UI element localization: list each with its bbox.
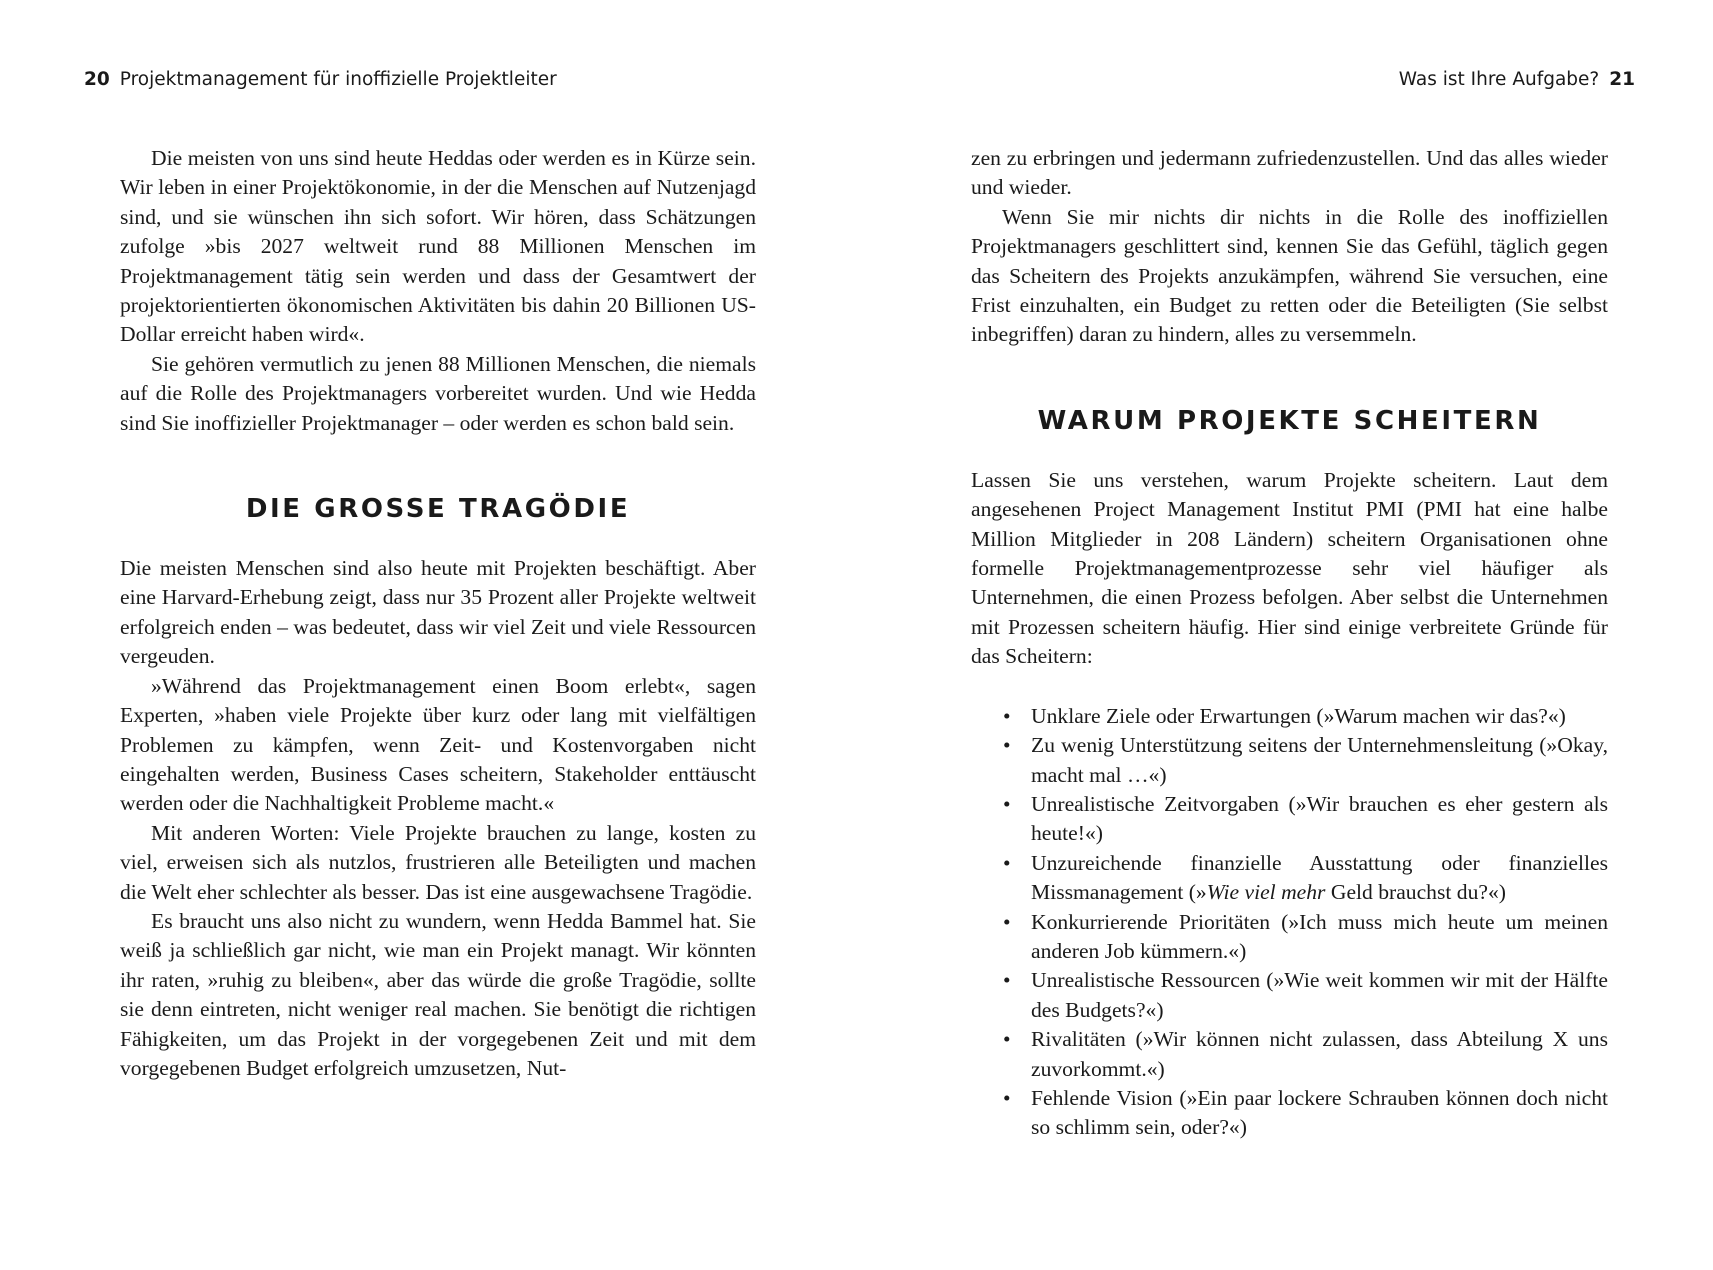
right-page-body <box>971 144 1608 1143</box>
paragraph: Lassen Sie uns verstehen, warum Projekte scheitern. Laut dem angesehenen Project Management Institut PMI (PMI hat eine halbe Million Mitglieder in 208 Ländern) scheitern Organisationen ohne formelle Projektmanagementprozesse sehr viel häufiger als Unternehmen, die einen Prozess befolgen. Aber selbst die Unternehmen mit Prozessen scheitern häufig. Hier sind einige verbreitete Gründe für das Scheitern: <box>971 467 1608 669</box>
bullet-icon: • <box>1003 1027 1011 1052</box>
list-item <box>971 849 1608 908</box>
paragraph: Mit anderen Worten: Viele Projekte brauchen zu lange, kosten zu viel, erweisen sich als nutzlos, frustrieren alle Beteiligten und machen die Welt eher schlechter als besser. Das ist eine ausgewachsene Tragödie. <box>120 820 756 904</box>
paragraph: Die meisten Menschen sind also heute mit Projekten beschäftigt. Aber eine Harvard-Erhebung zeigt, dass nur 35 Prozent aller Projekte weltweit erfolgreich enden – was bedeutet, dass wir viel Zeit und viele Ressourcen vergeuden. <box>120 556 756 669</box>
running-head-left <box>84 68 557 92</box>
bullet-icon: • <box>1003 703 1011 728</box>
list-item <box>971 702 1608 731</box>
bullet-icon: • <box>1003 968 1011 993</box>
book-title: Projektmanagement für inoffizielle Projektleiter <box>119 69 557 90</box>
list-item-text: Geld brauchst du?«) <box>1325 880 1506 905</box>
list-item-text: Unklare Ziele oder Erwartungen (»Warum machen wir das?«) <box>1031 703 1566 728</box>
paragraph: Es braucht uns also nicht zu wundern, wenn Hedda Bammel hat. Sie weiß ja schließlich gar nicht, wie man ein Projekt managt. Wir könnten ihr raten, »ruhig zu bleiben«, aber das würde die große Tragödie, sollte sie denn eintreten, nicht weniger real machen. Sie benötigt die richtigen Fähigkeiten, um das Projekt in der vorgegebenen Zeit und mit dem vorgegebenen Budget erfolgreich umzusetzen, Nut- <box>120 908 756 1080</box>
list-item <box>971 966 1608 1025</box>
bullet-icon: • <box>1003 733 1011 758</box>
section-heading-scheitern: WARUM PROJEKTE SCHEITERN <box>1037 405 1542 436</box>
bullet-icon: • <box>1003 909 1011 934</box>
bullet-icon: • <box>1003 850 1011 875</box>
paragraph: Sie gehören vermutlich zu jenen 88 Millionen Menschen, die niemals auf die Rolle des Projektmanagers vorbereitet wurden. Und wie Hedda sind Sie inoffizieller Projektmanager – oder werden es schon bald sein. <box>120 351 756 435</box>
emphasis-text: Wie viel mehr <box>1206 880 1326 905</box>
bullet-icon: • <box>1003 1085 1011 1110</box>
list-item-text: Unrealistische Ressourcen (»Wie weit kommen wir mit der Hälfte des Budgets?«) <box>1031 968 1608 1022</box>
paragraph: Wenn Sie mir nichts dir nichts in die Rolle des inoffiziellen Projektmanagers geschlittert sind, kennen Sie das Gefühl, täglich gegen das Scheitern des Projekts anzukämpfen, während Sie versuchen, eine Frist einzuhalten, ein Budget zu retten oder die Beteiligten (Sie selbst inbegriffen) daran zu hindern, alles zu versemmeln. <box>971 204 1608 347</box>
list-item <box>971 790 1608 849</box>
page-number-left: 20 <box>84 69 110 90</box>
list-item-text: Unrealistische Zeitvorgaben (»Wir brauchen es eher gestern als heute!«) <box>1031 791 1608 846</box>
paragraph: Die meisten von uns sind heute Heddas oder werden es in Kürze sein. Wir leben in einer Projektökonomie, in der die Menschen auf Nutzenjagd sind, und sie wünschen ihn sich sofort. Wir hören, dass Schätzungen zufolge »bis 2027 weltweit rund 88 Millionen Menschen im Projektmanagement tätig sein werden und dass der Gesamtwert der projektorientierten ökonomischen Aktivitäten bis dahin 20 Billionen US-Dollar erreicht haben wird«. <box>120 146 756 347</box>
list-item-text: Rivalitäten (»Wir können nicht zulassen, dass Abteilung X uns zuvorkommt.«) <box>1031 1027 1608 1081</box>
page-number-right: 21 <box>1609 69 1635 90</box>
running-head-right <box>1399 68 1635 92</box>
failure-reasons-list <box>971 702 1608 1143</box>
list-item-text: Zu wenig Unterstützung seitens der Unternehmensleitung (»Okay, macht mal …«) <box>1031 733 1608 787</box>
list-item <box>971 731 1608 790</box>
chapter-title: Was ist Ihre Aufgabe? <box>1398 69 1600 90</box>
list-item <box>971 1084 1608 1143</box>
list-item-text: Fehlende Vision (»Ein paar lockere Schrauben können doch nicht so schlimm sein, oder?«) <box>1031 1085 1608 1140</box>
list-item <box>971 908 1608 967</box>
list-item-text: Konkurrierende Prioritäten (»Ich muss mich heute um meinen anderen Job kümmern.«) <box>1031 909 1608 963</box>
list-item-text: Unzureichende finanzielle Ausstattung oder finanzielles Missmanagement (» <box>1031 850 1608 905</box>
paragraph: »Während das Projektmanagement einen Boom erlebt«, sagen Experten, »haben viele Projekte über kurz oder lang mit vielfältigen Problemen zu kämpfen, wenn Zeit- und Kostenvorgaben nicht eingehalten werden, Business Cases scheitern, Stakeholder enttäuscht werden oder die Nachhaltigkeit Probleme macht.« <box>120 673 756 816</box>
bullet-icon: • <box>1003 791 1011 816</box>
left-page-body <box>120 144 756 1083</box>
list-item <box>971 1025 1608 1084</box>
section-heading-tragoedie: DIE GROSSE TRAGÖDIE <box>245 494 631 525</box>
paragraph-continuation: zen zu erbringen und jedermann zufriedenzustellen. Und das alles wieder und wieder. <box>971 146 1608 200</box>
